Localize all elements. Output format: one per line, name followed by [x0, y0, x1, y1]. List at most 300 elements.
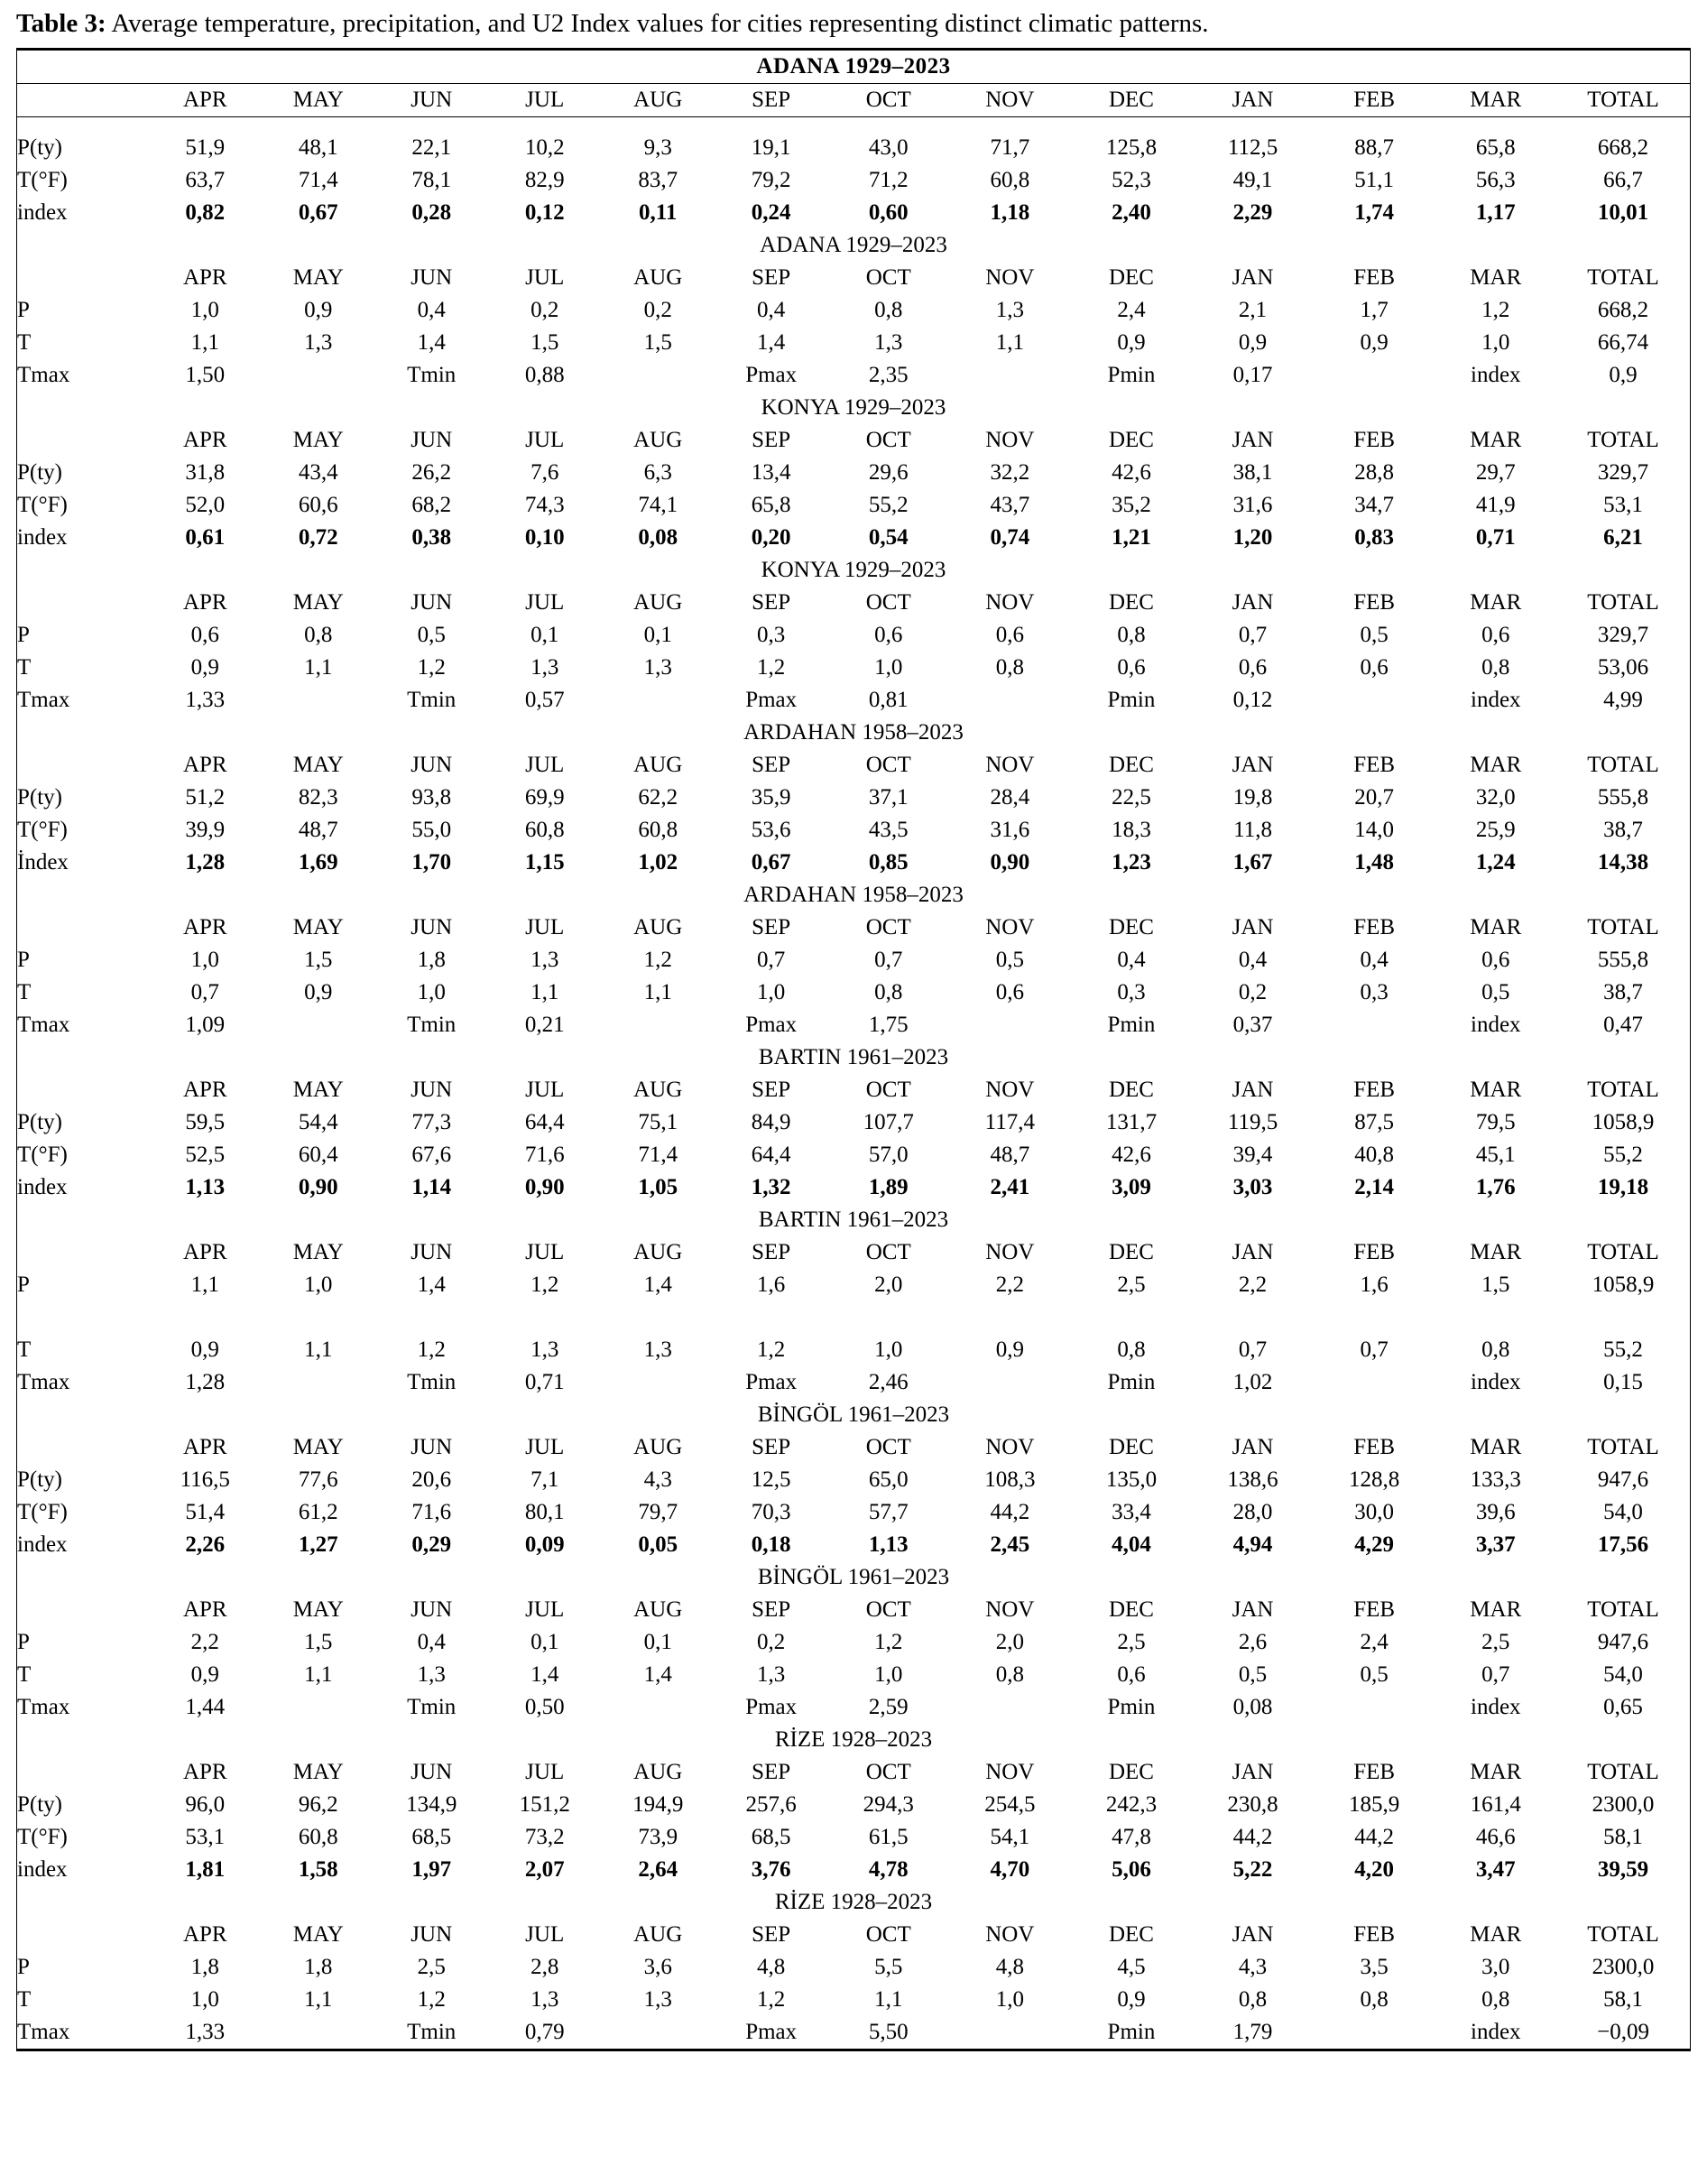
- value-cell-may: 61,2: [298, 1500, 338, 1525]
- row-label: index: [17, 522, 149, 554]
- value-cell-aug: 71,4: [638, 1143, 678, 1168]
- value-cell-total: 39,59: [1556, 1854, 1690, 1886]
- column-header-apr: APR: [182, 265, 227, 291]
- empty-cell: [601, 1009, 714, 1041]
- column-header-row: [17, 262, 1691, 294]
- value-cell-jan: 0,2: [1238, 980, 1268, 1005]
- column-header-jan: JAN: [1232, 1597, 1274, 1623]
- value-cell-aug: 62,2: [638, 785, 678, 810]
- column-header-oct: OCT: [865, 590, 911, 615]
- value-cell-apr: 1,1: [190, 1272, 219, 1298]
- row-label: P: [17, 294, 149, 327]
- value-cell-apr: 1,28: [185, 850, 226, 875]
- summary-label-pmax: Pmax: [745, 1370, 798, 1395]
- column-header-apr: APR: [182, 428, 227, 453]
- empty-cell: [1314, 1691, 1435, 1724]
- row-label: T(°F): [17, 1821, 149, 1854]
- column-header-sep: SEP: [752, 1922, 791, 1948]
- value-cell-aug: 0,2: [643, 298, 672, 323]
- column-header-jan: JAN: [1192, 84, 1314, 117]
- column-header-jan: JAN: [1232, 1078, 1274, 1103]
- value-cell-oct: 1,3: [874, 330, 903, 356]
- value-cell-jul: 82,9: [524, 168, 565, 193]
- value-cell-sep: 53,6: [751, 818, 791, 843]
- column-header-total: TOTAL: [1556, 749, 1690, 782]
- block-title: RİZE 1928–2023: [17, 1886, 1691, 1919]
- value-cell-mar: 3,47: [1475, 1857, 1516, 1883]
- data-row: [17, 1626, 1691, 1659]
- value-cell-feb: 1,74: [1354, 200, 1395, 226]
- value-cell-sep: 1,2: [757, 1337, 786, 1363]
- value-cell-jun: 55,0: [411, 818, 452, 843]
- value-cell-dec: 0,8: [1117, 623, 1146, 648]
- summary-value-tmin: 0,50: [524, 1695, 565, 1720]
- data-row: [17, 1106, 1691, 1139]
- block-title: ADANA 1929–2023: [17, 50, 1691, 84]
- corner-cell: [17, 1236, 149, 1269]
- summary-value-pmin: 0,08: [1232, 1695, 1273, 1720]
- value-cell-jan: 0,7: [1238, 623, 1268, 648]
- column-header-mar: MAR: [1470, 1597, 1522, 1623]
- row-label: index: [17, 197, 149, 229]
- value-cell-jan: 0,8: [1238, 1987, 1268, 2013]
- column-header-sep: SEP: [752, 590, 791, 615]
- column-header-jun: JUN: [411, 1240, 453, 1265]
- row-label: P(ty): [17, 1106, 149, 1139]
- column-header-may: MAY: [292, 1922, 344, 1948]
- value-cell-may: 54,4: [298, 1110, 338, 1135]
- value-cell-sep: 4,8: [757, 1955, 786, 1980]
- column-header-feb: FEB: [1353, 1240, 1396, 1265]
- column-header-feb: FEB: [1353, 590, 1396, 615]
- value-cell-apr: 1,0: [190, 1987, 219, 2013]
- row-label: T(°F): [17, 1139, 149, 1171]
- row-label: P: [17, 944, 149, 976]
- spacer-cell: [17, 117, 1691, 133]
- block-title: RİZE 1928–2023: [17, 1724, 1691, 1756]
- corner-cell: [17, 1074, 149, 1106]
- value-cell-jul: 69,9: [524, 785, 565, 810]
- value-cell-total: [1556, 1301, 1690, 1334]
- value-cell-apr: 52,5: [185, 1143, 226, 1168]
- column-header-jun: JUN: [411, 1597, 453, 1623]
- data-row: [17, 847, 1691, 879]
- column-header-jul: JUL: [525, 753, 565, 778]
- column-header-total: TOTAL: [1556, 1431, 1690, 1464]
- column-header-row: [17, 587, 1691, 619]
- column-header-aug: AUG: [633, 915, 683, 940]
- value-cell-jul: 0,12: [524, 200, 565, 226]
- column-header-oct: OCT: [865, 1435, 911, 1460]
- value-cell-oct: [827, 1301, 949, 1334]
- value-cell-jul: 0,90: [524, 1175, 565, 1200]
- value-cell-jun: 0,29: [411, 1532, 452, 1558]
- value-cell-mar: 0,6: [1481, 623, 1510, 648]
- corner-cell: [17, 749, 149, 782]
- value-cell-nov: 117,4: [984, 1110, 1035, 1135]
- column-header-nov: NOV: [985, 1922, 1035, 1948]
- value-cell-jun: 1,4: [417, 1272, 446, 1298]
- value-cell-nov: 4,70: [990, 1857, 1030, 1883]
- data-row: [17, 1984, 1691, 2016]
- block-title-row: [17, 1399, 1691, 1431]
- value-cell-dec: 22,5: [1112, 785, 1151, 810]
- value-cell-apr: 96,0: [185, 1792, 226, 1818]
- value-cell-feb: 1,6: [1360, 1272, 1389, 1298]
- summary-value-pmin: 1,02: [1232, 1370, 1273, 1395]
- empty-cell: [1314, 1366, 1435, 1399]
- value-cell-dec: 0,8: [1117, 1337, 1146, 1363]
- column-header-sep: SEP: [752, 1240, 791, 1265]
- value-cell-mar: 0,6: [1481, 948, 1510, 973]
- value-cell-total: 668,2: [1556, 132, 1690, 164]
- column-header-dec: DEC: [1108, 1760, 1154, 1785]
- value-cell-mar: 1,24: [1475, 850, 1516, 875]
- value-cell-jul: 1,5: [531, 330, 559, 356]
- climate-table: [16, 48, 1691, 2051]
- summary-row: [17, 359, 1691, 392]
- row-label: P: [17, 619, 149, 652]
- column-header-jan: JAN: [1232, 265, 1274, 291]
- data-row: [17, 1496, 1691, 1529]
- value-cell-sep: 13,4: [751, 460, 791, 486]
- column-header-mar: MAR: [1470, 590, 1522, 615]
- column-header-sep: SEP: [715, 84, 827, 117]
- column-header-oct: OCT: [827, 84, 949, 117]
- value-cell-oct: 1,0: [874, 1662, 903, 1688]
- column-header-jun: JUN: [374, 84, 487, 117]
- value-cell-apr: 1,13: [185, 1175, 226, 1200]
- value-cell-oct: 0,85: [868, 850, 909, 875]
- value-cell-feb: 30,0: [1354, 1500, 1395, 1525]
- column-header-nov: NOV: [985, 1240, 1035, 1265]
- empty-cell: [262, 1691, 374, 1724]
- column-header-may: MAY: [262, 84, 374, 117]
- summary-label-tmax: Tmax: [17, 1691, 149, 1724]
- summary-value-index: 0,9: [1556, 359, 1690, 392]
- value-cell-aug: 79,7: [638, 1500, 678, 1525]
- value-cell-may: 1,27: [298, 1532, 338, 1558]
- value-cell-feb: 87,5: [1354, 1110, 1395, 1135]
- value-cell-nov: 0,5: [995, 948, 1024, 973]
- value-cell-total: 1058,9: [1556, 1106, 1690, 1139]
- value-cell-dec: 1,21: [1112, 525, 1151, 551]
- data-row: [17, 814, 1691, 847]
- value-cell-mar: 29,7: [1475, 460, 1516, 486]
- value-cell-aug: 1,3: [643, 1337, 672, 1363]
- value-cell-sep: 0,67: [751, 850, 791, 875]
- column-header-total: TOTAL: [1556, 587, 1690, 619]
- spacer-row: [17, 117, 1691, 133]
- value-cell-may: 0,72: [298, 525, 338, 551]
- value-cell-nov: 54,1: [990, 1825, 1030, 1850]
- column-header-apr: APR: [182, 1597, 227, 1623]
- column-header-may: MAY: [292, 753, 344, 778]
- value-cell-jan: 0,4: [1238, 948, 1268, 973]
- data-row: [17, 489, 1691, 522]
- value-cell-oct: 0,54: [868, 525, 909, 551]
- value-cell-nov: 48,7: [990, 1143, 1030, 1168]
- summary-row: [17, 2016, 1691, 2050]
- value-cell-dec: 0,6: [1117, 1662, 1146, 1688]
- value-cell-aug: 1,02: [638, 850, 678, 875]
- value-cell-total: 55,2: [1556, 1334, 1690, 1366]
- value-cell-jan: 0,6: [1238, 655, 1268, 680]
- value-cell-sep: 84,9: [751, 1110, 791, 1135]
- value-cell-feb: 34,7: [1354, 493, 1395, 518]
- data-row: [17, 327, 1691, 359]
- value-cell-aug: 83,7: [638, 168, 678, 193]
- column-header-jan: JAN: [1232, 1435, 1274, 1460]
- data-row: [17, 1821, 1691, 1854]
- data-row: [17, 619, 1691, 652]
- value-cell-aug: 3,6: [643, 1955, 672, 1980]
- column-header-may: MAY: [292, 915, 344, 940]
- value-cell-may: 48,1: [298, 135, 338, 161]
- value-cell-apr: 1,0: [190, 948, 219, 973]
- value-cell-nov: 254,5: [984, 1792, 1036, 1818]
- value-cell-feb: 0,7: [1360, 1337, 1389, 1363]
- column-header-dec: DEC: [1108, 753, 1154, 778]
- value-cell-mar: 45,1: [1475, 1143, 1516, 1168]
- value-cell-jan: 49,1: [1232, 168, 1273, 193]
- value-cell-total: 54,0: [1556, 1659, 1690, 1691]
- value-cell-jun: 77,3: [411, 1110, 452, 1135]
- value-cell-mar: 3,0: [1481, 1955, 1510, 1980]
- value-cell-may: 82,3: [298, 785, 338, 810]
- value-cell-mar: 1,76: [1475, 1175, 1516, 1200]
- column-header-dec: DEC: [1108, 265, 1154, 291]
- value-cell-oct: 1,89: [868, 1175, 909, 1200]
- value-cell-may: 1,1: [304, 655, 333, 680]
- column-header-sep: SEP: [752, 1435, 791, 1460]
- value-cell-aug: 194,9: [632, 1792, 684, 1818]
- summary-label-tmax: Tmax: [17, 2016, 149, 2050]
- value-cell-jul: 0,1: [531, 623, 559, 648]
- row-label: P: [17, 1269, 149, 1301]
- value-cell-jan: 0,9: [1238, 330, 1268, 356]
- empty-cell: [262, 684, 374, 717]
- data-row: [17, 522, 1691, 554]
- summary-label-tmin: Tmin: [407, 1013, 457, 1038]
- column-header-row: [17, 912, 1691, 944]
- summary-value-pmin: 1,79: [1192, 2016, 1314, 2050]
- value-cell-aug: 1,4: [643, 1662, 672, 1688]
- summary-label-index: index: [1471, 1370, 1521, 1395]
- value-cell-oct: 57,7: [868, 1500, 909, 1525]
- value-cell-dec: 3,09: [1112, 1175, 1151, 1200]
- value-cell-apr: 116,5: [180, 1467, 230, 1493]
- corner-cell: [17, 1919, 149, 1951]
- value-cell-feb: [1314, 1301, 1435, 1334]
- value-cell-jul: 1,2: [531, 1272, 559, 1298]
- value-cell-feb: 0,5: [1360, 623, 1389, 648]
- value-cell-total: 329,7: [1556, 457, 1690, 489]
- column-header-oct: OCT: [865, 1240, 911, 1265]
- corner-cell: [17, 84, 149, 117]
- value-cell-aug: 1,05: [638, 1175, 678, 1200]
- summary-label-index: index: [1471, 1013, 1521, 1038]
- value-cell-feb: 44,2: [1354, 1825, 1395, 1850]
- column-header-jan: JAN: [1232, 428, 1274, 453]
- value-cell-sep: 0,20: [751, 525, 791, 551]
- value-cell-jun: 0,4: [417, 298, 446, 323]
- value-cell-oct: 37,1: [868, 785, 909, 810]
- value-cell-oct: 5,5: [874, 1955, 903, 1980]
- value-cell-sep: 257,6: [745, 1792, 797, 1818]
- value-cell-feb: 2,4: [1360, 1630, 1389, 1655]
- value-cell-aug: 1,3: [643, 1987, 672, 2013]
- summary-label-pmin: Pmin: [1071, 2016, 1193, 2050]
- value-cell-total: 1058,9: [1556, 1269, 1690, 1301]
- value-cell-aug: 6,3: [643, 460, 672, 486]
- value-cell-sep: 64,4: [751, 1143, 791, 1168]
- value-cell-jan: 2,1: [1238, 298, 1268, 323]
- summary-label-tmax: Tmax: [17, 1009, 149, 1041]
- value-cell-aug: 0,11: [639, 200, 678, 226]
- row-label: index: [17, 1854, 149, 1886]
- value-cell-nov: 71,7: [990, 135, 1030, 161]
- block-title-row: [17, 1204, 1691, 1236]
- value-cell-may: 1,69: [298, 850, 338, 875]
- value-cell-jan: 138,6: [1227, 1467, 1278, 1493]
- column-header-aug: AUG: [633, 428, 683, 453]
- value-cell-jan: 28,0: [1232, 1500, 1273, 1525]
- value-cell-dec: 2,4: [1117, 298, 1146, 323]
- column-header-total: TOTAL: [1556, 262, 1690, 294]
- summary-label-index: index: [1471, 1695, 1521, 1720]
- value-cell-jan: 1,67: [1232, 850, 1273, 875]
- data-row: [17, 1171, 1691, 1204]
- column-header-total: TOTAL: [1556, 1594, 1690, 1626]
- value-cell-jun: 26,2: [411, 460, 452, 486]
- value-cell-may: 1,58: [298, 1857, 338, 1883]
- value-cell-jul: 60,8: [524, 818, 565, 843]
- summary-row: [17, 684, 1691, 717]
- value-cell-mar: 65,8: [1475, 135, 1516, 161]
- corner-cell: [17, 1594, 149, 1626]
- value-cell-mar: 0,71: [1475, 525, 1516, 551]
- value-cell-jul: 80,1: [524, 1500, 565, 1525]
- column-header-aug: AUG: [633, 1078, 683, 1103]
- column-header-mar: MAR: [1470, 265, 1522, 291]
- value-cell-oct: 0,60: [868, 200, 909, 226]
- value-cell-mar: 56,3: [1475, 168, 1516, 193]
- value-cell-jan: 0,5: [1238, 1662, 1268, 1688]
- value-cell-may: 1,1: [304, 1337, 333, 1363]
- data-row: [17, 1854, 1691, 1886]
- block-title-row: [17, 1561, 1691, 1594]
- value-cell-total: 17,56: [1556, 1529, 1690, 1561]
- value-cell-feb: 40,8: [1354, 1143, 1395, 1168]
- value-cell-jul: 74,3: [524, 493, 565, 518]
- value-cell-oct: 4,78: [868, 1857, 909, 1883]
- value-cell-apr: 2,26: [185, 1532, 226, 1558]
- value-cell-apr: 51,2: [185, 785, 226, 810]
- empty-cell: [949, 1691, 1071, 1724]
- summary-label-tmax: Tmax: [17, 359, 149, 392]
- value-cell-jan: 230,8: [1227, 1792, 1278, 1818]
- column-header-row: [17, 1919, 1691, 1951]
- column-header-apr: APR: [182, 1760, 227, 1785]
- block-title: BİNGÖL 1961–2023: [17, 1399, 1691, 1431]
- caption-text: Average temperature, precipitation, and U2 Index values for cities representing distinct climatic patterns.: [111, 9, 1209, 38]
- value-cell-nov: 4,8: [995, 1955, 1024, 1980]
- value-cell-jan: 3,03: [1232, 1175, 1273, 1200]
- empty-cell: [949, 684, 1071, 717]
- value-cell-jun: 78,1: [411, 168, 452, 193]
- value-cell-jul: 7,1: [531, 1467, 559, 1493]
- column-header-mar: MAR: [1435, 84, 1556, 117]
- block-title: BARTIN 1961–2023: [17, 1204, 1691, 1236]
- column-header-oct: OCT: [865, 1922, 911, 1948]
- value-cell-may: 0,67: [298, 200, 338, 226]
- column-header-row: [17, 1074, 1691, 1106]
- value-cell-apr: 0,7: [190, 980, 219, 1005]
- value-cell-aug: 1,1: [643, 980, 672, 1005]
- value-cell-may: 1,0: [304, 1272, 333, 1298]
- block-title: KONYA 1929–2023: [17, 554, 1691, 587]
- value-cell-jan: 1,20: [1232, 525, 1273, 551]
- corner-cell: [17, 262, 149, 294]
- value-cell-oct: 65,0: [868, 1467, 909, 1493]
- summary-value-tmin: 0,88: [524, 363, 565, 388]
- value-cell-sep: 0,4: [757, 298, 786, 323]
- value-cell-apr: 1,0: [190, 298, 219, 323]
- column-header-jan: JAN: [1232, 1240, 1274, 1265]
- column-header-total: TOTAL: [1556, 424, 1690, 457]
- value-cell-oct: 43,0: [868, 135, 909, 161]
- value-cell-oct: 43,5: [868, 818, 909, 843]
- value-cell-jun: 0,4: [417, 1630, 446, 1655]
- value-cell-jul: 7,6: [531, 460, 559, 486]
- column-header-aug: AUG: [633, 265, 683, 291]
- value-cell-nov: 0,6: [995, 623, 1024, 648]
- value-cell-feb: 0,6: [1360, 655, 1389, 680]
- column-header-dec: DEC: [1108, 915, 1154, 940]
- value-cell-jan: 4,94: [1232, 1532, 1273, 1558]
- value-cell-sep: 68,5: [751, 1825, 791, 1850]
- value-cell-mar: 0,8: [1481, 1337, 1510, 1363]
- empty-cell: [262, 359, 374, 392]
- value-cell-apr: 59,5: [185, 1110, 226, 1135]
- summary-label-pmin: Pmin: [1107, 1370, 1156, 1395]
- column-header-dec: DEC: [1108, 590, 1154, 615]
- value-cell-jun: 134,9: [406, 1792, 457, 1818]
- data-row: [17, 1301, 1691, 1334]
- value-cell-apr: 0,9: [190, 1662, 219, 1688]
- column-header-jan: JAN: [1232, 753, 1274, 778]
- column-header-feb: FEB: [1353, 265, 1396, 291]
- value-cell-total: 2300,0: [1556, 1951, 1690, 1984]
- value-cell-sep: 0,24: [751, 200, 791, 226]
- data-row: [17, 1269, 1691, 1301]
- column-header-dec: DEC: [1071, 84, 1193, 117]
- value-cell-jul: 1,3: [531, 1987, 559, 2013]
- value-cell-jul: 2,8: [531, 1955, 559, 1980]
- column-header-aug: AUG: [633, 1435, 683, 1460]
- value-cell-jul: 1,4: [531, 1662, 559, 1688]
- corner-cell: [17, 1756, 149, 1789]
- column-header-oct: OCT: [865, 753, 911, 778]
- value-cell-dec: 4,04: [1112, 1532, 1151, 1558]
- column-header-row: [17, 424, 1691, 457]
- value-cell-aug: 75,1: [638, 1110, 678, 1135]
- summary-value-index: 0,65: [1556, 1691, 1690, 1724]
- column-header-nov: NOV: [985, 590, 1035, 615]
- value-cell-may: 1,5: [304, 1630, 333, 1655]
- column-header-mar: MAR: [1470, 1435, 1522, 1460]
